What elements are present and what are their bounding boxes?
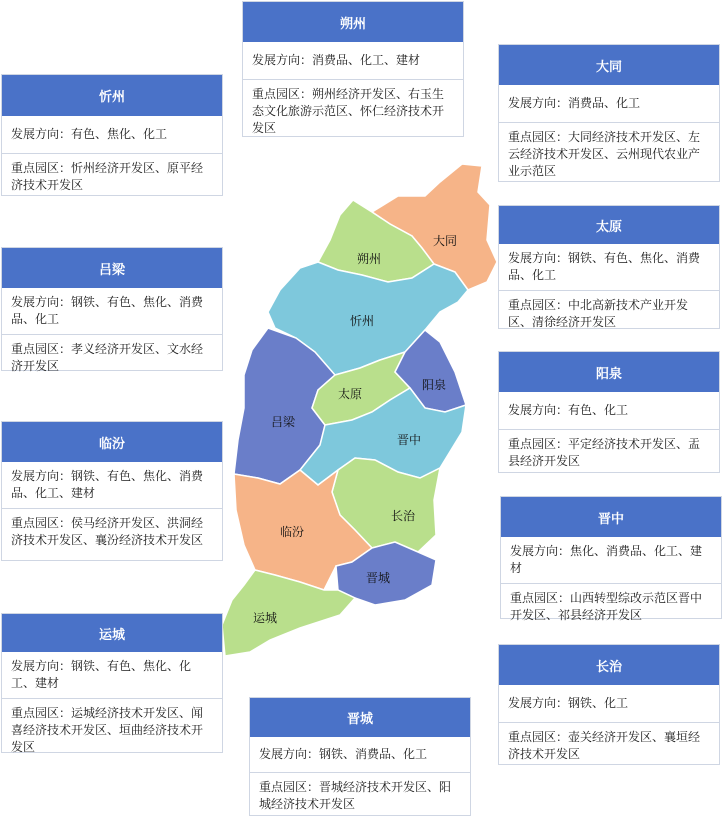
card-title: 阳泉 — [499, 352, 719, 392]
map-label-yuncheng: 运城 — [253, 611, 278, 625]
map-label-changzhi: 长治 — [391, 509, 416, 523]
card-title: 晋中 — [501, 497, 721, 537]
parks-row: 重点园区：朔州经济开发区、右玉生态文化旅游示范区、怀仁经济技术开发区 — [243, 79, 463, 143]
parks-row: 重点园区：平定经济技术开发区、盂县经济开发区 — [499, 429, 719, 476]
direction-row: 发展方向：有色、焦化、化工 — [11, 127, 168, 141]
direction-row: 发展方向：钢铁、消费品、化工 — [259, 747, 428, 761]
parks-row: 重点园区：孝义经济开发区、文水经济开发区 — [2, 334, 222, 381]
direction-row: 发展方向：钢铁、有色、焦化、消费品、化工 — [508, 251, 701, 282]
card-title: 吕梁 — [2, 248, 222, 288]
parks-row: 重点园区：大同经济技术开发区、左云经济技术开发区、云州现代农业产业示范区 — [499, 122, 719, 186]
card-changzhi — [498, 644, 720, 765]
map-label-linfen: 临汾 — [280, 525, 305, 539]
card-title: 忻州 — [2, 75, 222, 116]
direction-row: 发展方向：钢铁、有色、焦化、消费品、化工、建材 — [11, 469, 204, 500]
card-jinzhong — [500, 496, 722, 622]
card-title: 晋城 — [250, 698, 470, 737]
parks-row: 重点园区：晋城经济技术开发区、阳城经济技术开发区 — [250, 772, 470, 819]
card-title: 大同 — [499, 45, 719, 85]
card-linfen — [1, 421, 223, 561]
parks-row: 重点园区：中北高新技术产业开发区、清徐经济开发区 — [499, 290, 719, 337]
parks-row: 重点园区：侯马经济开发区、洪洞经济技术开发区、襄汾经济技术开发区 — [2, 508, 222, 555]
map-label-shuozhou: 朔州 — [357, 252, 382, 266]
card-xinzhou — [1, 74, 223, 196]
parks-row: 重点园区：壶关经济开发区、襄垣经济技术开发区 — [499, 722, 719, 769]
card-jincheng — [249, 697, 471, 816]
card-datong — [498, 44, 720, 182]
map-label-xinzhou: 忻州 — [350, 314, 375, 328]
card-yangquan — [498, 351, 720, 473]
map-label-jincheng: 晋城 — [366, 571, 391, 585]
card-title: 朔州 — [243, 2, 463, 42]
map-label-lvliang: 吕梁 — [271, 415, 296, 429]
card-title: 临汾 — [2, 422, 222, 462]
direction-row: 发展方向：焦化、消费品、化工、建材 — [510, 544, 703, 575]
direction-row: 发展方向：钢铁、化工 — [508, 696, 629, 710]
card-title: 长治 — [499, 645, 719, 685]
parks-row: 重点园区：运城经济技术开发区、闻喜经济技术开发区、垣曲经济技术开发区 — [2, 698, 222, 762]
card-taiyuan — [498, 205, 720, 329]
direction-row: 发展方向：钢铁、有色、焦化、化工、建材 — [11, 659, 192, 690]
parks-row: 重点园区：忻州经济开发区、原平经济技术开发区 — [2, 153, 222, 200]
card-yuncheng — [1, 613, 223, 753]
map-region-yuncheng[interactable] — [222, 570, 355, 656]
map-label-jinzhong: 晋中 — [397, 433, 422, 447]
direction-row: 发展方向：有色、化工 — [508, 403, 629, 417]
parks-row: 重点园区：山西转型综改示范区晋中开发区、祁县经济开发区 — [501, 583, 721, 630]
direction-row: 发展方向：消费品、化工 — [508, 96, 641, 110]
direction-row: 发展方向：钢铁、有色、焦化、消费品、化工 — [11, 295, 204, 326]
card-shuozhou — [242, 1, 464, 137]
card-lvliang — [1, 247, 223, 371]
direction-row: 发展方向：消费品、化工、建材 — [252, 53, 421, 67]
map-label-datong: 大同 — [433, 234, 458, 248]
map-label-yangquan: 阳泉 — [422, 378, 447, 392]
card-title: 运城 — [2, 614, 222, 652]
map-label-taiyuan: 太原 — [338, 387, 363, 401]
card-title: 太原 — [499, 206, 719, 244]
